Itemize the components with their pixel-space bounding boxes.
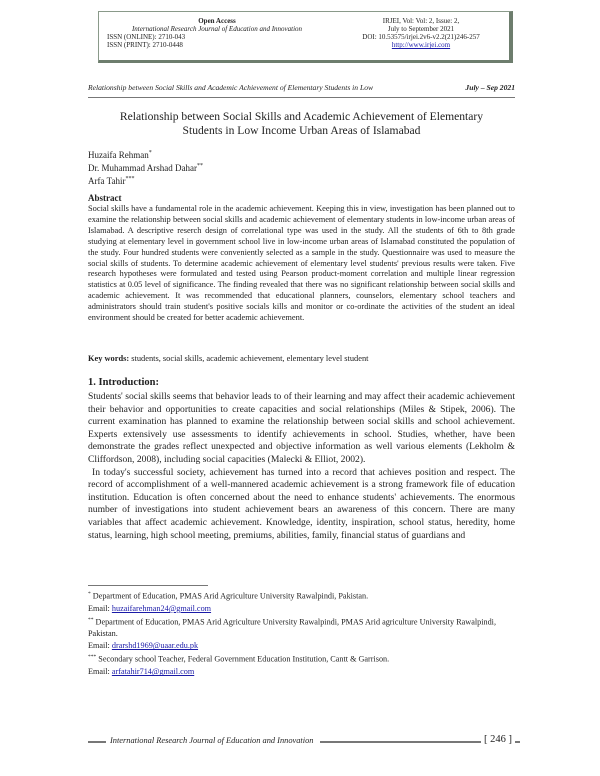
journal-header-left xyxy=(107,17,327,49)
issn-online: ISSN (ONLINE): 2710-043 xyxy=(107,33,186,41)
footnote-rule xyxy=(88,585,208,586)
article-title xyxy=(88,110,515,138)
running-head-date: July – Sep 2021 xyxy=(465,83,515,92)
volume-issue: IRJEI, Vol: Vol: 2, Issue: 2, xyxy=(382,17,460,25)
introduction-body xyxy=(88,391,515,542)
author-list xyxy=(88,148,203,187)
journal-header-box xyxy=(98,11,513,63)
open-access-label: Open Access xyxy=(198,17,236,25)
footnote-email: Email: drarshd1969@uaar.edu.pk xyxy=(88,641,199,651)
doi: DOI: 10.53575/irjei.2v6-v2.2(21)246-257 xyxy=(362,33,480,41)
journal-url-link[interactable]: http://www.irjei.com xyxy=(391,41,451,49)
keywords-text: students, social skills, academic achievement, elementary level student xyxy=(129,354,369,363)
footnote-email: Email: arfatahir714@gmail.com xyxy=(88,667,195,677)
keywords xyxy=(88,354,515,363)
page-number: [ 246 ] xyxy=(481,734,515,745)
issue-period: July to September 2021 xyxy=(387,25,455,33)
abstract-text: Social skills have a fundamental role in the academic achievement. Keeping this in view, investigation has been planned out to examine the relationship between social skills and academic achievement of elementary students in low-income urban areas of Islamabad. A descriptive reserch design of correlational type was used in the study. All the students of 6th to 8th grade studying at elementary level in government school live in low-income urban areas of Islamabad constituted the population of the study. Four hundred students were conveniently selected as a sample in the study. Questionnaire was used to measure the social skills of students. To determine academic achievement of elementary level students' previous results were taken. Five research hypotheses were formulated and tested using Pearson product-moment correlation and multiple linear regression statistics at 0.05 level of significance. The finding revealed that there was no significant relationship between social skills and academic achievement. It was recommended that educational planners, counselors, elementary school teachers and administrators should train student's positive socials kills and monitor or co-ordinate the activities of the student an ideal environment should be created for better academic achievement. xyxy=(88,204,515,323)
running-head xyxy=(88,83,515,92)
footer-bar xyxy=(88,741,106,743)
issn-print: ISSN (PRINT): 2710-0448 xyxy=(107,41,183,49)
section-heading: 1. Introduction: xyxy=(88,377,159,388)
paragraph: In today's successful society, achievement has turned into a record that achieves position and respect. The record of accomplishment of a well-mannered academic achievement is a strong framework file of education institution. Education is often concerned about the need to enhance students' achievements. The enormous number of investigations into student achievement bears an awareness of this concern. There are many variables that affect academic achievement. Knowledge, identity, inspiration, school status, heredity, home status, learning, high school meeting, premiums, abilities, family, financial status of guardians and xyxy=(88,466,515,541)
email-link[interactable]: drarshd1969@uaar.edu.pk xyxy=(111,641,199,651)
footnote: * Department of Education, PMAS Arid Agriculture University Rawalpindi, Pakistan. xyxy=(88,591,369,601)
footnote-email: Email: huzaifarehman24@gmail.com xyxy=(88,603,212,613)
abstract-heading: Abstract xyxy=(88,193,122,203)
article-title-line: Relationship between Social Skills and Academic Achievement of Elementary xyxy=(119,110,484,123)
journal-name: International Research Journal of Education and Innovation xyxy=(131,25,303,33)
running-head-rule xyxy=(88,97,515,98)
author: Huzaifa Rehman* xyxy=(88,150,152,160)
article-title-line: Students in Low Income Urban Areas of Islamabad xyxy=(182,124,421,137)
footnotes xyxy=(88,589,515,679)
page-footer xyxy=(88,735,515,749)
paragraph: Students' social skills seems that behavior leads to of their learning and may affect their academic achievement their behavior and opportunities to create capacities and social relationships (Miles & Stipek, 2006). The current examination has planned to examine the relationship between social skills and school achievement. Experts extensively use assessments to identify achievements in school. Studies, whether, have been demonstrate the grades reflect unexpected and objective information as well various elements (Lekholm & Cliffordson, 2008), including social capacities (Malecki & Elliot, 2002). xyxy=(88,391,515,465)
email-link[interactable]: arfatahir714@gmail.com xyxy=(111,667,195,677)
footnote: ** Department of Education, PMAS Arid Agriculture University Rawalpindi, PMAS Arid agriculture University Rawalpindi, Pakistan. xyxy=(88,617,496,639)
email-link[interactable]: huzaifarehman24@gmail.com xyxy=(111,603,212,613)
keywords-label: Key words: xyxy=(88,354,130,363)
footer-journal-name: International Research Journal of Education and Innovation xyxy=(110,736,314,745)
journal-header-right xyxy=(337,17,505,49)
author: Dr. Muhammad Arshad Dahar** xyxy=(88,163,203,173)
author: Arfa Tahir*** xyxy=(88,176,135,186)
running-head-title: Relationship between Social Skills and Academic Achievement of Elementary Students in Low xyxy=(88,83,374,92)
footnote: *** Secondary school Teacher, Federal Government Education Institution, Cantt & Garrison. xyxy=(88,654,390,665)
